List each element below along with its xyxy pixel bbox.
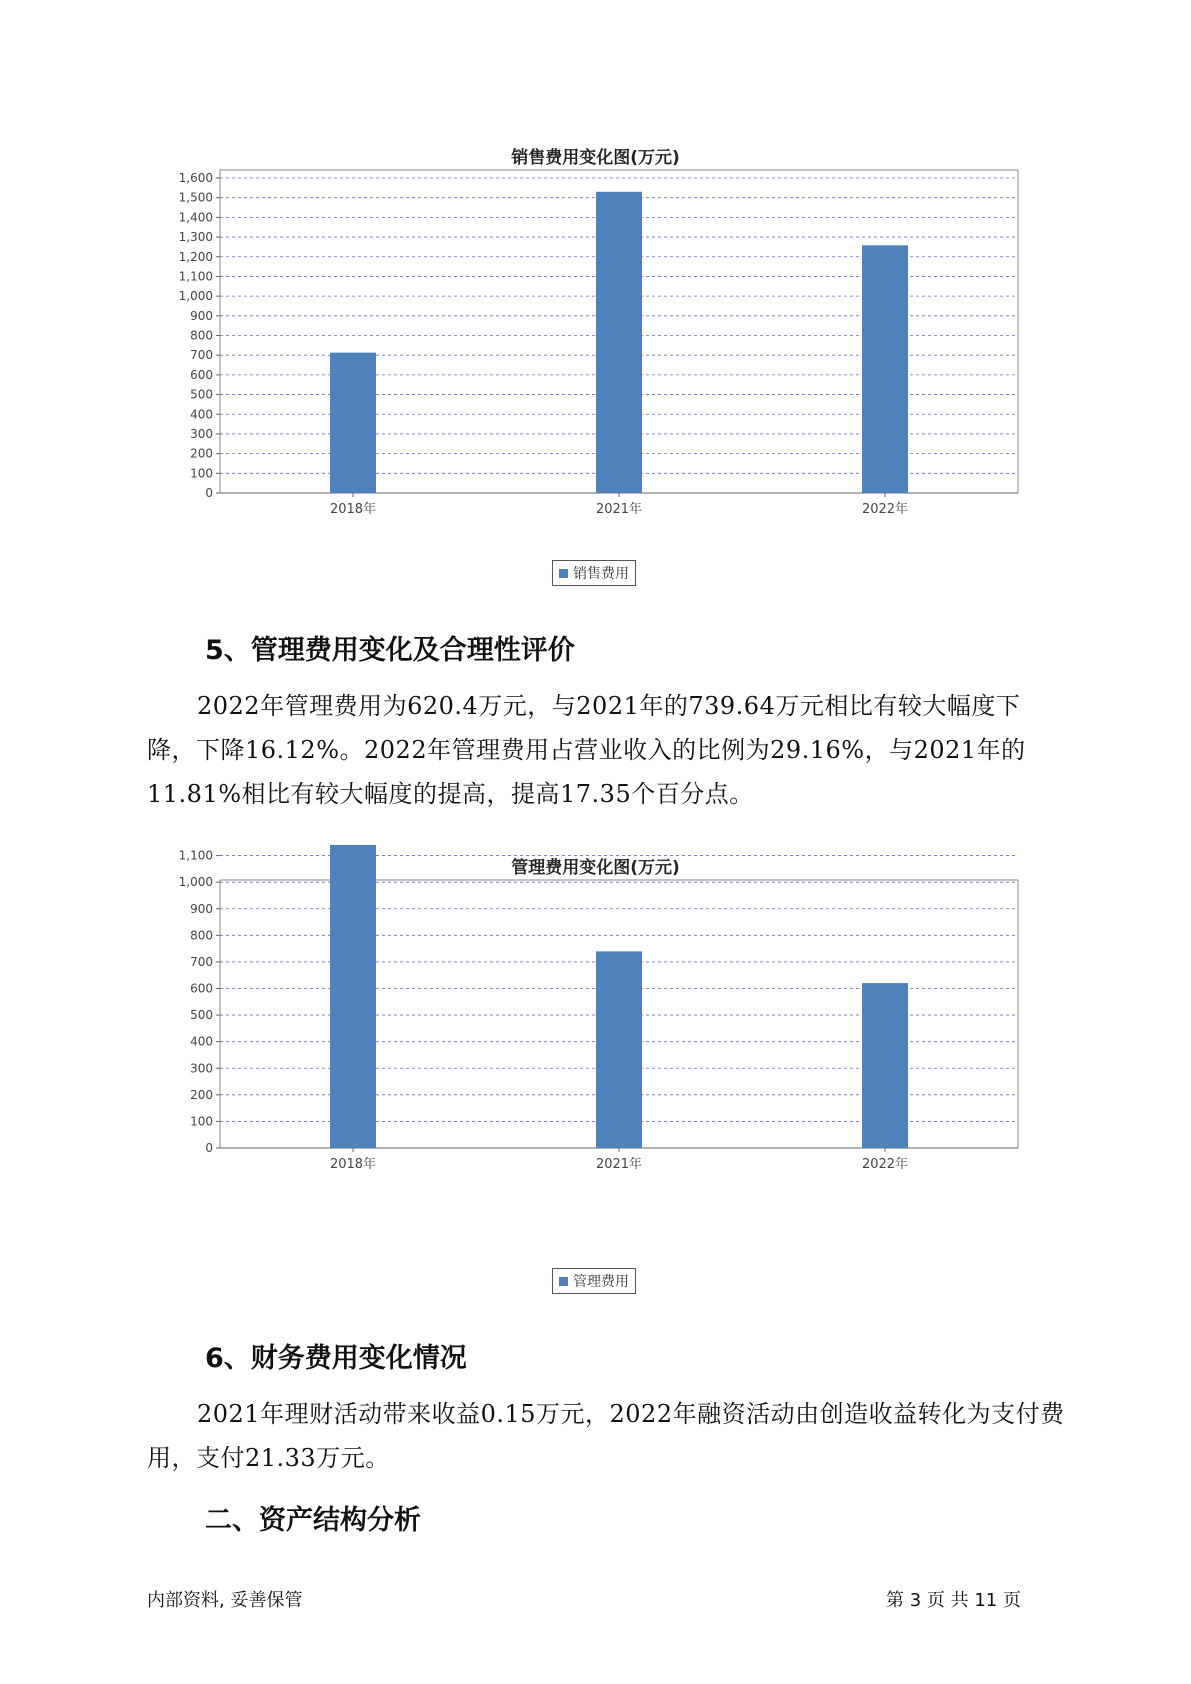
chart2-legend-label: 管理费用 — [573, 1274, 629, 1290]
y-tick-label: 800 — [190, 328, 213, 343]
bar — [862, 245, 908, 493]
y-tick-label: 1,200 — [178, 249, 213, 264]
x-tick-label: 2022年 — [861, 1157, 909, 1172]
section6-paragraph: 2021年理财活动带来收益0.15万元，2022年融资活动由创造收益转化为支付费用，支付21.33万元。 — [147, 1400, 1065, 1472]
chart2-legend — [552, 1268, 636, 1294]
y-tick-label: 500 — [190, 1008, 213, 1023]
x-tick-label: 2018年 — [329, 502, 377, 517]
y-tick-label: 1,300 — [178, 230, 213, 245]
legend-swatch — [559, 1277, 568, 1286]
y-tick-label: 400 — [190, 407, 213, 422]
page-number: 第 3 页 共 11 页 — [886, 1590, 1021, 1611]
y-tick-label: 1,000 — [178, 289, 213, 304]
y-tick-label: 1,600 — [178, 171, 213, 185]
chart1-legend — [552, 560, 636, 586]
x-tick-label: 2022年 — [861, 502, 909, 517]
bar — [596, 951, 642, 1148]
y-tick-label: 600 — [190, 981, 213, 996]
y-tick-label: 100 — [190, 1114, 213, 1129]
section5-paragraph: 2022年管理费用为620.4万元，与2021年的739.64万元相比有较大幅度下降，下降16.12%。2022年管理费用占营业收入的比例为29.16%，与2021年的11.81%相比有较大幅度的提高，提高17.35个百分点。 — [147, 692, 1026, 808]
x-tick-label: 2018年 — [329, 1157, 377, 1172]
y-tick-label: 1,000 — [178, 875, 213, 890]
x-tick-label: 2021年 — [595, 502, 643, 517]
y-tick-label: 500 — [190, 387, 213, 402]
bar — [330, 845, 376, 1148]
chart1-legend-label: 销售费用 — [573, 566, 629, 582]
y-tick-label: 1,100 — [178, 269, 213, 284]
y-tick-label: 100 — [190, 466, 213, 481]
bar — [330, 353, 376, 493]
section5-heading: 5、管理费用变化及合理性评价 — [205, 635, 575, 666]
legend-swatch — [559, 569, 568, 578]
sales-expense-chart — [150, 170, 1020, 546]
y-tick-label: 200 — [190, 446, 213, 461]
y-tick-label: 0 — [205, 486, 213, 500]
y-tick-label: 200 — [190, 1087, 213, 1102]
y-tick-label: 800 — [190, 928, 213, 943]
section6-heading: 6、财务费用变化情况 — [205, 1343, 467, 1374]
y-tick-label: 1,400 — [178, 210, 213, 225]
chart1-title: 销售费用变化图(万元) — [511, 148, 680, 168]
y-tick-label: 300 — [190, 426, 213, 441]
y-tick-label: 1,500 — [178, 190, 213, 205]
footer-left: 内部资料, 妥善保管 — [147, 1590, 303, 1611]
y-tick-label: 300 — [190, 1061, 213, 1076]
y-tick-label: 0 — [205, 1141, 213, 1155]
y-tick-label: 600 — [190, 367, 213, 382]
chart2-title: 管理费用变化图(万元) — [511, 858, 680, 878]
y-tick-label: 400 — [190, 1034, 213, 1049]
bar — [596, 192, 642, 493]
y-tick-label: 700 — [190, 348, 213, 363]
y-tick-label: 700 — [190, 954, 213, 969]
y-tick-label: 1,100 — [178, 848, 213, 863]
y-tick-label: 900 — [190, 901, 213, 916]
bar — [862, 983, 908, 1148]
section-two-heading: 二、资产结构分析 — [205, 1505, 421, 1536]
x-tick-label: 2021年 — [595, 1157, 643, 1172]
y-tick-label: 900 — [190, 308, 213, 323]
